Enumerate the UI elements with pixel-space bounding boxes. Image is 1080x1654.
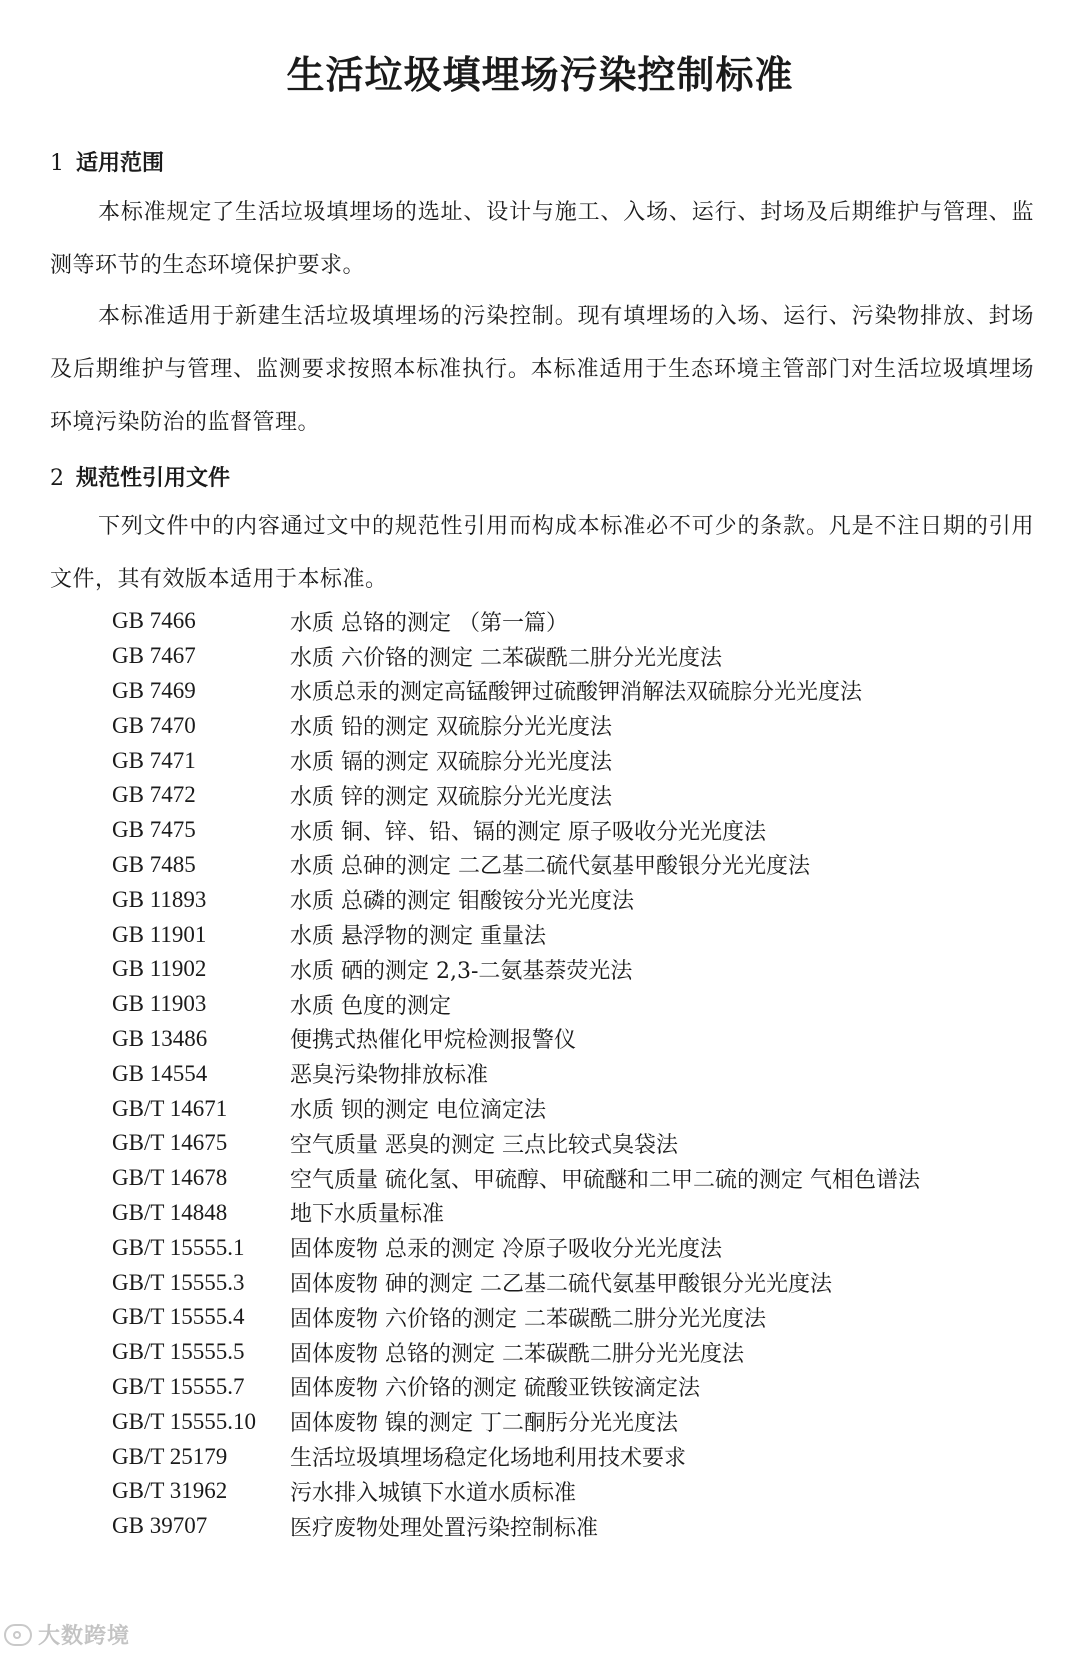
reference-description: 水质 铜、锌、铅、镉的测定 原子吸收分光光度法 <box>290 819 766 845</box>
reference-code: GB 11893 <box>112 886 207 912</box>
reference-description: 水质 钡的测定 电位滴定法 <box>290 1098 546 1124</box>
reference-description: 固体废物 六价铬的测定 二苯碳酰二肼分光光度法 <box>290 1306 766 1332</box>
reference-description: 便携式热催化甲烷检测报警仪 <box>290 1028 577 1054</box>
reference-row <box>112 1126 1012 1161</box>
reference-description: 水质 总砷的测定 二乙基二硫代氨基甲酸银分光光度法 <box>290 854 810 880</box>
section-number: 2 <box>50 466 64 491</box>
reference-row <box>112 1335 1012 1370</box>
reference-code: GB 7472 <box>112 782 196 808</box>
reference-code: GB 7467 <box>112 643 196 669</box>
reference-row <box>112 743 1012 778</box>
reference-description: 固体废物 镍的测定 丁二酮肟分光光度法 <box>290 1411 678 1437</box>
reference-row <box>112 708 1012 743</box>
reference-code: GB 11903 <box>112 991 207 1017</box>
reference-row <box>112 1509 1012 1544</box>
paragraph-references-intro: 下列文件中的内容通过文中的规范性引用而构成本标准必不可少的条款。凡是不注日期的引用文件，其有效版本适用于本标准。 <box>50 514 1034 592</box>
reference-code: GB/T 14848 <box>112 1199 228 1225</box>
reference-row <box>112 1439 1012 1474</box>
reference-code: GB/T 31962 <box>112 1478 228 1504</box>
reference-row <box>112 848 1012 883</box>
reference-row <box>112 1265 1012 1300</box>
reference-code: GB 11902 <box>112 956 207 982</box>
reference-code: GB 7475 <box>112 817 196 843</box>
reference-row <box>112 1056 1012 1091</box>
reference-row <box>112 813 1012 848</box>
reference-description: 固体废物 六价铬的测定 硫酸亚铁铵滴定法 <box>290 1376 700 1402</box>
reference-description: 污水排入城镇下水道水质标准 <box>290 1480 577 1506</box>
document-title: 生活垃圾填埋场污染控制标准 <box>286 53 794 97</box>
reference-description: 地下水质量标准 <box>290 1202 445 1228</box>
reference-description: 固体废物 总汞的测定 冷原子吸收分光光度法 <box>290 1237 722 1263</box>
reference-code: GB 7469 <box>112 677 196 703</box>
reference-code: GB/T 15555.1 <box>112 1234 245 1260</box>
reference-code: GB 7485 <box>112 851 196 877</box>
reference-description: 固体废物 砷的测定 二乙基二硫代氨基甲酸银分光光度法 <box>290 1272 832 1298</box>
reference-code: GB/T 15555.5 <box>112 1339 245 1365</box>
watermark-text: 大数跨境 <box>38 1624 131 1649</box>
reference-description: 空气质量 恶臭的测定 三点比较式臭袋法 <box>290 1132 678 1158</box>
paragraph-scope-2: 本标准适用于新建生活垃圾填埋场的污染控制。现有填埋场的入场、运行、污染物排放、封场及后期维护与管理、监测要求按照本标准执行。本标准适用于生态环境主管部门对生活垃圾填埋场环境污染防治的监督管理。 <box>50 304 1034 435</box>
reference-row <box>112 1196 1012 1231</box>
reference-code: GB 14554 <box>112 1060 208 1086</box>
reference-row <box>112 674 1012 709</box>
reference-description: 水质 色度的测定 <box>290 993 451 1019</box>
reference-description: 固体废物 总铬的测定 二苯碳酰二肼分光光度法 <box>290 1341 744 1367</box>
reference-description: 生活垃圾填埋场稳定化场地利用技术要求 <box>290 1446 687 1472</box>
section-heading-references <box>50 461 230 492</box>
reference-code: GB/T 14671 <box>112 1095 228 1121</box>
reference-code: GB/T 15555.3 <box>112 1269 245 1295</box>
paragraph-scope-1: 本标准规定了生活垃圾填埋场的选址、设计与施工、入场、运行、封场及后期维护与管理、监测等环节的生态环境保护要求。 <box>50 200 1034 278</box>
reference-code: GB/T 15555.4 <box>112 1304 245 1330</box>
reference-row <box>112 1404 1012 1439</box>
reference-row <box>112 882 1012 917</box>
reference-description: 水质 总磷的测定 钼酸铵分光光度法 <box>290 889 634 915</box>
reference-row <box>112 639 1012 674</box>
reference-row <box>112 1230 1012 1265</box>
section-title: 规范性引用文件 <box>76 466 231 491</box>
section-title: 适用范围 <box>76 151 165 176</box>
reference-description: 水质 镉的测定 双硫腙分光光度法 <box>290 750 612 776</box>
reference-row <box>112 778 1012 813</box>
reference-description: 水质 硒的测定 2,3-二氨基萘荧光法 <box>290 958 633 984</box>
reference-description: 水质总汞的测定高锰酸钾过硫酸钾消解法双硫腙分光光度法 <box>290 680 863 706</box>
reference-description: 水质 铅的测定 双硫腙分光光度法 <box>290 715 612 741</box>
reference-description: 水质 总铬的测定 （第一篇） <box>290 610 568 636</box>
watermark <box>4 1619 130 1650</box>
reference-code: GB/T 15555.10 <box>112 1408 256 1434</box>
reference-code: GB/T 25179 <box>112 1443 228 1469</box>
reference-description: 恶臭污染物排放标准 <box>290 1063 489 1089</box>
section-heading-scope <box>50 146 164 177</box>
reference-description: 水质 锌的测定 双硫腙分光光度法 <box>290 784 612 810</box>
reference-row <box>112 987 1012 1022</box>
reference-code: GB/T 14675 <box>112 1130 228 1156</box>
reference-row <box>112 1161 1012 1196</box>
reference-row <box>112 1474 1012 1509</box>
reference-description: 医疗废物处理处置污染控制标准 <box>290 1515 599 1541</box>
reference-description: 水质 六价铬的测定 二苯碳酰二肼分光光度法 <box>290 645 722 671</box>
reference-code: GB/T 14678 <box>112 1165 228 1191</box>
reference-code: GB 39707 <box>112 1513 208 1539</box>
reference-list <box>112 604 1012 1544</box>
reference-code: GB 11901 <box>112 921 207 947</box>
reference-code: GB 13486 <box>112 1025 208 1051</box>
reference-row <box>112 952 1012 987</box>
reference-description: 水质 悬浮物的测定 重量法 <box>290 924 546 950</box>
reference-code: GB 7466 <box>112 608 196 634</box>
reference-code: GB 7471 <box>112 747 196 773</box>
reference-row <box>112 917 1012 952</box>
reference-row <box>112 1022 1012 1057</box>
reference-row <box>112 1091 1012 1126</box>
reference-row <box>112 1300 1012 1335</box>
reference-code: GB/T 15555.7 <box>112 1373 245 1399</box>
brand-logo-icon <box>4 1624 32 1646</box>
reference-row <box>112 1370 1012 1405</box>
section-number: 1 <box>50 151 64 176</box>
reference-description: 空气质量 硫化氢、甲硫醇、甲硫醚和二甲二硫的测定 气相色谱法 <box>290 1167 920 1193</box>
reference-row <box>112 604 1012 639</box>
reference-code: GB 7470 <box>112 712 196 738</box>
